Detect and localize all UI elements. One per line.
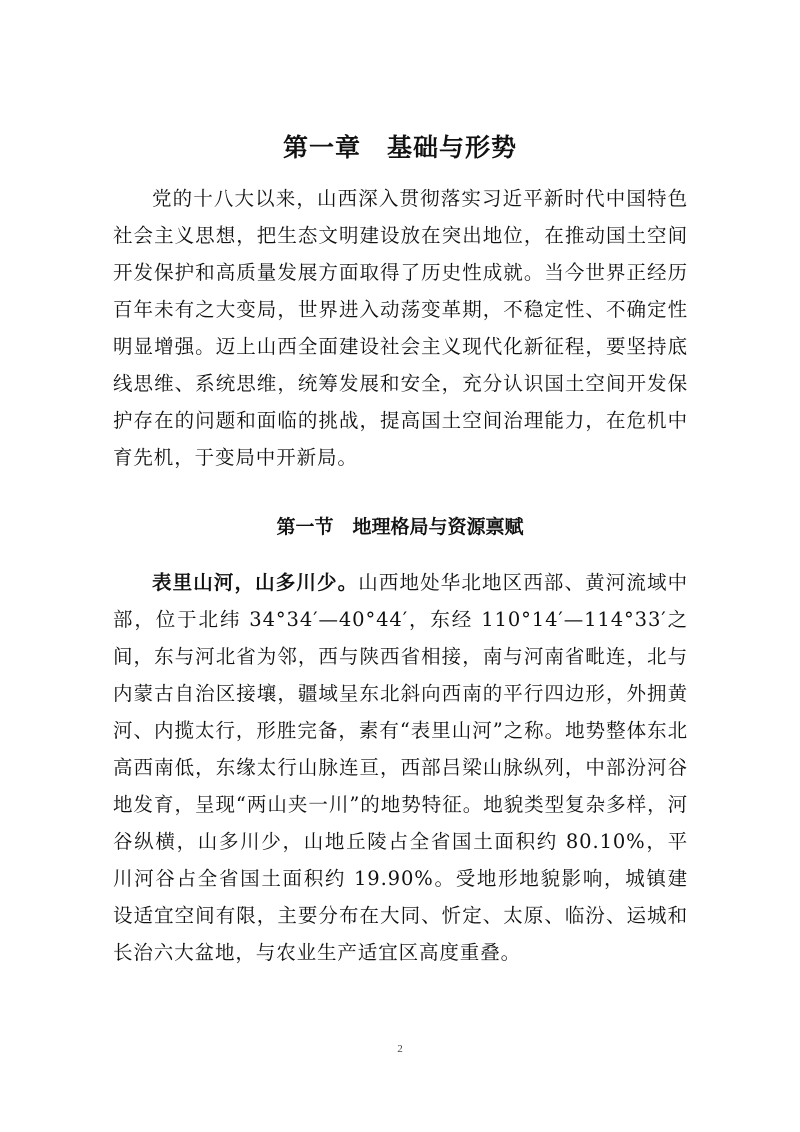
- chapter-intro-paragraph: 党的十八大以来，山西深入贯彻落实习近平新时代中国特色社会主义思想，把生态文明建设放在突出地位，在推动国土空间开发保护和高质量发展方面取得了历史性成就。当今世界正经历百年未有之大变局，世界进入动荡变革期，不稳定性、不确定性明显增强。迈上山西全面建设社会主义现代化新征程，要坚持底线思维、系统思维，统筹发展和安全，充分认识国土空间开发保护存在的问题和面临的挑战，提高国土空间治理能力，在危机中育先机，于变局中开新局。: [113, 187, 688, 469]
- section-paragraph: [113, 564, 688, 971]
- page-number: 2: [397, 1043, 403, 1055]
- paragraph-lead: 表里山河，山多川少。: [152, 571, 359, 594]
- paragraph-body: 山西地处华北地区西部、黄河流域中部，位于北纬 34°34′—40°44′，东经 110°14′—114°33′之间，东与河北省为邻，西与陕西省相接，南与河南省毗连，北与内蒙古自治区接壤，疆域呈东北斜向西南的平行四边形，外拥黄河、内揽太行，形胜完备，素有“表里山河”之称。地势整体东北高西南低，东缘太行山脉连亘，西部吕梁山脉纵列，中部汾河谷地发育，呈现“两山夹一川”的地势特征。地貌类型复杂多样，河谷纵横，山多川少，山地丘陵占全省国土面积约 80.10%，平川河谷占全省国土面积约 19.90%。受地形地貌影响，城镇建设适宜空间有限，主要分布在大同、忻定、太原、临汾、运城和长治六大盆地，与农业生产适宜区高度重叠。: [113, 571, 688, 964]
- chapter-title: 第一章 基础与形势: [282, 133, 517, 162]
- section-title: 第一节 地理格局与资源禀赋: [276, 516, 524, 538]
